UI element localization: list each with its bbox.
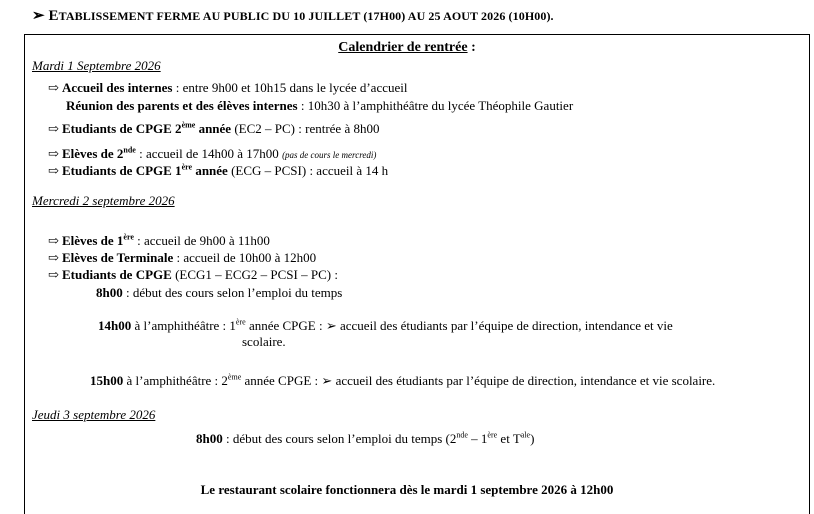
pointer-icon: ➢ xyxy=(325,318,337,333)
day1-line-cpge2: ⇨ Etudiants de CPGE 2ème année (EC2 – PC) : rentrée à 8h00 xyxy=(48,120,380,136)
arrow-icon: ⇨ xyxy=(48,267,59,282)
arrow-icon: ⇨ xyxy=(48,80,59,95)
day3-label: Jeudi 3 septembre 2026 xyxy=(32,407,156,422)
day3-line-8h00: 8h00 : début des cours selon l’emploi du temps (2nde – 1ère et $T^{ale}$) xyxy=(196,430,535,446)
day2-line-14h00: 14h00 à l’amphithéâtre : 1ère année CPGE : ➢ accueil des étudiants par l’équipe de direction, intendance et vie xyxy=(98,317,673,333)
day2-label: Mercredi 2 septembre 2026 xyxy=(32,193,175,208)
day1-line-cpge1: ⇨ Etudiants de CPGE 1ère année (ECG – PCSI) : accueil à 14 h xyxy=(48,162,389,178)
arrow-icon: ⇨ xyxy=(48,233,59,248)
arrow-icon: ⇨ xyxy=(48,250,59,265)
calendar-title: Calendrier de rentrée : xyxy=(338,40,476,55)
day1-line-internes: ⇨ Accueil des internes : entre 9h00 et 10h15 dans le lycée d’accueil xyxy=(48,80,408,95)
day1-line-reunion: Réunion des parents et des élèves internes : 10h30 à l’amphithéâtre du lycée Théophile Gautier xyxy=(66,98,574,113)
arrow-icon: ⇨ xyxy=(48,163,59,178)
closure-notice-first-letter: E xyxy=(48,8,59,24)
day2-line-terminale: ⇨ Elèves de Terminale : accueil de 10h00 à 12h00 xyxy=(48,250,317,265)
day2-line-8h00: 8h00 : début des cours selon l’emploi du temps xyxy=(96,285,343,300)
day1-line-seconde: ⇨ Elèves de 2nde : accueil de 14h00 à 17h00 (pas de cours le mercredi) xyxy=(48,145,377,161)
day2-line-premiere: ⇨ Elèves de 1ère : accueil de 9h00 à 11h00 xyxy=(48,232,270,248)
day2-line-14h00-cont: scolaire. xyxy=(242,334,286,349)
day2-line-15h00: 15h00 à l’amphithéâtre : 2ème année CPGE : ➢ accueil des étudiants par l’équipe de direction, intendance et vie scolaire. xyxy=(90,372,716,388)
pointer-icon: ➢ xyxy=(321,373,333,388)
arrow-icon: ⇨ xyxy=(48,146,59,161)
day2-line-cpge: ⇨ Etudiants de CPGE (ECG1 – ECG2 – PCSI – PC) : xyxy=(48,267,338,282)
pointer-icon: ➢ xyxy=(32,8,45,24)
day1-label: Mardi 1 Septembre 2026 xyxy=(32,58,161,73)
restaurant-notice: Le restaurant scolaire fonctionnera dès le mardi 1 septembre 2026 à 12h00 xyxy=(200,482,614,497)
closure-notice-text: TABLISSEMENT FERME AU PUBLIC DU 10 JUILLET (17H00) AU 25 AOUT 2026 (10H00). xyxy=(58,9,554,23)
closure-notice xyxy=(32,6,554,25)
arrow-icon: ⇨ xyxy=(48,121,59,136)
